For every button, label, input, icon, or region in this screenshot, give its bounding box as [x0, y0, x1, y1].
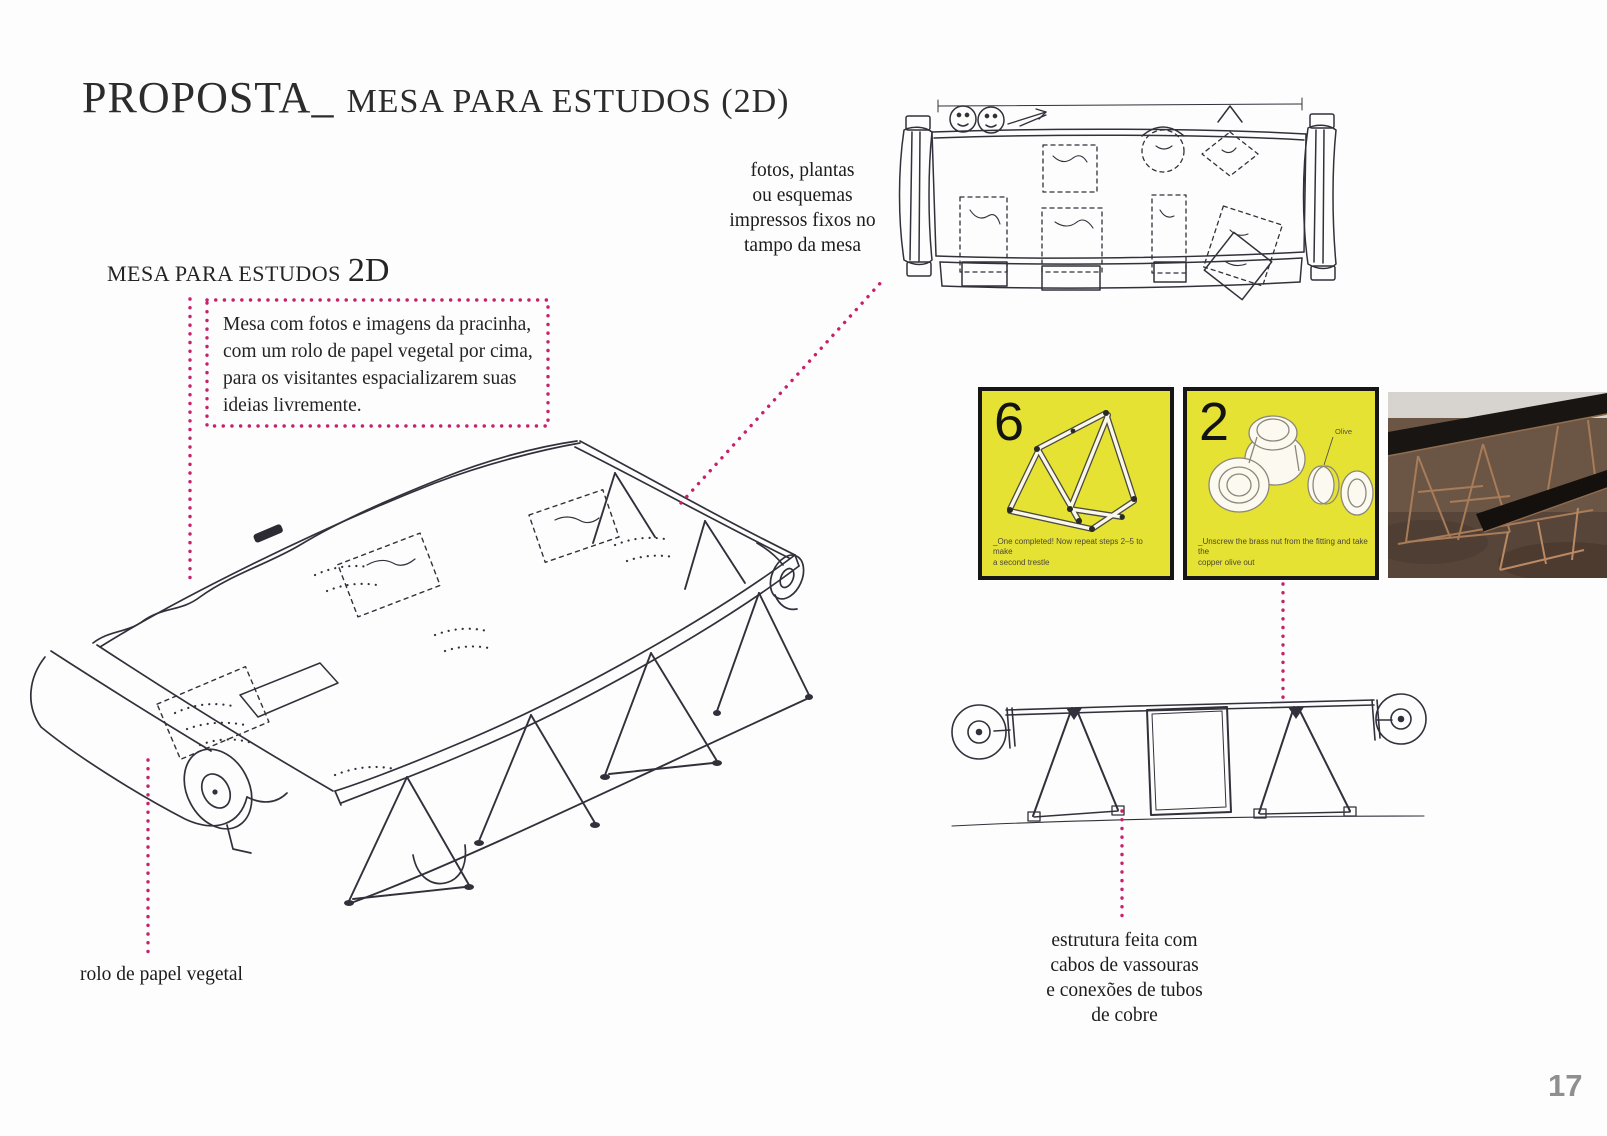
card-number: 2 — [1199, 392, 1230, 452]
reference-photo — [1388, 392, 1607, 578]
tabletop-slot — [253, 523, 284, 543]
plan-dashed-prints — [960, 130, 1282, 286]
section-label-text: MESA PARA ESTUDOS — [107, 261, 341, 286]
note-tabletop-prints: fotos, plantas ou esquemas impressos fixos no tampo da mesa — [729, 160, 876, 256]
photo-art — [1388, 392, 1607, 578]
note-structure: estrutura feita com cabos de vassouras e conexões de tubos de cobre — [1046, 930, 1203, 1026]
note-paper-roll: rolo de papel vegetal — [80, 964, 243, 985]
trestle-drawing — [982, 397, 1170, 537]
tabletop-outline — [93, 441, 799, 805]
section-label-2d: 2D — [347, 252, 390, 289]
olive-label: Olive — [1335, 427, 1353, 436]
dimension-line — [938, 98, 1302, 112]
trestle-legs — [349, 473, 811, 903]
arrow-doodle — [1008, 109, 1046, 126]
description-line: com um rolo de papel vegetal por cima, — [223, 341, 533, 362]
side-right-roll — [1372, 694, 1426, 744]
smiley-doodles — [950, 106, 1004, 133]
card-caption: _One completed! Now repeat steps 2–5 to make a second trestle — [993, 536, 1143, 567]
title-subtitle: MESA PARA ESTUDOS (2D) — [346, 83, 790, 120]
side-elevation-sketch — [930, 640, 1430, 860]
side-trestle-left — [1028, 708, 1124, 821]
description-box — [207, 300, 548, 426]
main-table-sketch — [15, 425, 815, 920]
leg-feet — [344, 694, 813, 906]
table-plan-outline — [932, 129, 1306, 288]
card-number: 6 — [994, 392, 1025, 452]
tent-mark — [1218, 106, 1242, 122]
side-left-roll — [952, 705, 1015, 759]
description-line: para os visitantes espacializarem suas — [223, 368, 517, 389]
description-line: Mesa com fotos e imagens da pracinha, — [223, 314, 532, 335]
fitting-drawing — [1187, 397, 1375, 537]
description-line: ideias livremente. — [223, 395, 362, 416]
arc-mark — [1142, 127, 1184, 136]
ground-line — [952, 816, 1424, 826]
plan-edge-prints — [962, 232, 1272, 299]
instruction-card-6 — [978, 387, 1174, 580]
stipple-dots — [175, 538, 673, 775]
tabletop-plans — [157, 490, 619, 760]
plan-scribbles — [367, 517, 599, 565]
print-scribbles — [970, 146, 1248, 235]
section-label — [107, 252, 389, 290]
page-title — [82, 72, 789, 123]
plan-left-roll — [900, 116, 933, 276]
side-frame-middle — [1147, 707, 1231, 815]
title-proposta: PROPOSTA_ — [82, 73, 335, 122]
plan-view-sketch — [870, 90, 1350, 305]
plan-right-roll — [1304, 114, 1337, 280]
instruction-card-2 — [1183, 387, 1379, 580]
card-caption: _Unscrew the brass nut from the fitting and take the copper olive out — [1198, 536, 1368, 567]
side-trestle-right — [1254, 707, 1356, 818]
page-number: 17 — [1548, 1068, 1583, 1103]
